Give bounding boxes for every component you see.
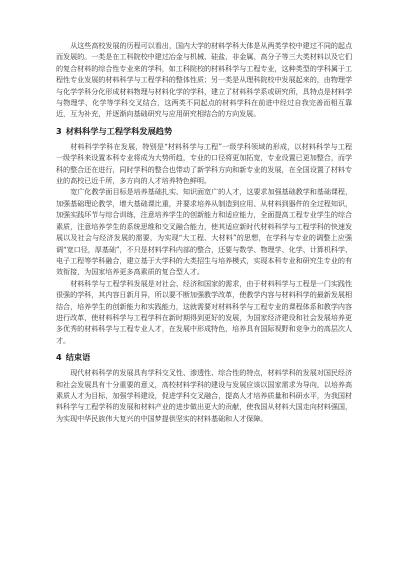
section-3-paragraph-2: 宽广化教学面目标是培养基础扎实、知识面宽广的人才，这要求加强基础教学和基础课程，加强基础理论教学，增大基础课比重，并要求培养从制造到应用、从材料到器件的全过程知识，加强实践环节与综合训练，注意培养学生的创新能力和适应能力，全面提高工程专业学生的综合素质，注意培养学生的系统思维和交叉融合能力，使其适应新时代材料科学与工程学科的快速发展以及社会与经济发展的需要，为实现“大工程、大材料”的思想，在学科与专业的调整上应强调“宽口径，厚基础”，不只是材料学科内部的整合，还要与数学、物理学、化学、计算机科学、电子工程等学科融合，建立基于大学科的大类招生与培养模式，实现本科专业和研究生专业的有效衔接，为国家培养更多高素质的复合型人才。	[56, 187, 352, 277]
section-4-title: 结束语	[65, 352, 91, 363]
section-3-paragraph-3: 材料科学与工程学科发展是对社会、经济和国家的需求，由于材料科学与工程是一门实践性很强的学科，其内容日新月异，所以要不断加强教学改革，使教学内容与材料科学的最新发展相结合，培养学生的创新能力和实践能力，这就需要对材料科学与工程专业的课程体系和教学内容进行改革，使材料科学与工程学科在新时期得到更好的发展，为国家经济建设和社会发展培养更多优秀的材料科学与工程专业人才，在发展中形成特色，培养具有国际视野和竞争力的高层次人才。	[56, 278, 352, 345]
section-3-number: 3	[56, 125, 62, 136]
document-page	[56, 40, 352, 424]
intro-paragraph: 从这些高校发展的历程可以看出，国内大学的材料学科大体是从两类学校中建过不同的起点而发展的。一类是在工科院校中建过冶金与机械、硅盐、非金属、高分子等三大类材料以及它们的复合材料的综合性专业来的学科，如工科院校的材料科学与工程专业，这种类型的学科属于工程性专业发展的材料科学与工程学科的整体性质；另一类是从理科院校中发展起来的，由物理学与化学学科分化形成材料物理与材料化学的学科，建立了材料科学系或研究所，具特点是材料学与物理学、化学等学科交叉结合，这两类不同起点的材料学科在前进中经过自我完善而相互靠近，互为补充，并逐渐向基础研究与应用研究相结合的方向发展。	[56, 41, 352, 119]
section-4-paragraph-1: 现代材料科学的发展具有学科交叉性、渗透性、综合性的特点，材料学科的发展对国民经济和社会发展具有十分重要的意义，高校材料学科的建设与发展应该以国家需求为导向，以培养高素质人才为目标，加强学科建设，促进学科交叉融合，提高人才培养质量和科研水平，为我国材料科学与工程学科的发展和材料产业的进步做出更大的贡献，使我国从材料大国走向材料强国，为实现中华民族伟大复兴的中国梦提供坚实的材料基础和人才保障。	[56, 368, 352, 423]
section-3-heading	[56, 125, 352, 137]
section-4-number: 4	[56, 352, 62, 363]
section-3-title: 材料科学与工程学科发展趋势	[65, 125, 173, 136]
section-3-paragraph-1: 材料科学学科在发展，特别是“材料科学与工程”一级学科领域的形成，以材料科学与工程一级学科来设置本科专业将成为大势所趋，专业的口径将更加拓宽，专业设置已更加整合，而学科的整合还在进行，同时学科的整合也带动了新学科方向和新专业的发展，在全国设置了材料专业的高校已近千所，多方向的人才培养特色鲜明。	[56, 141, 352, 186]
section-4-heading	[56, 351, 352, 363]
